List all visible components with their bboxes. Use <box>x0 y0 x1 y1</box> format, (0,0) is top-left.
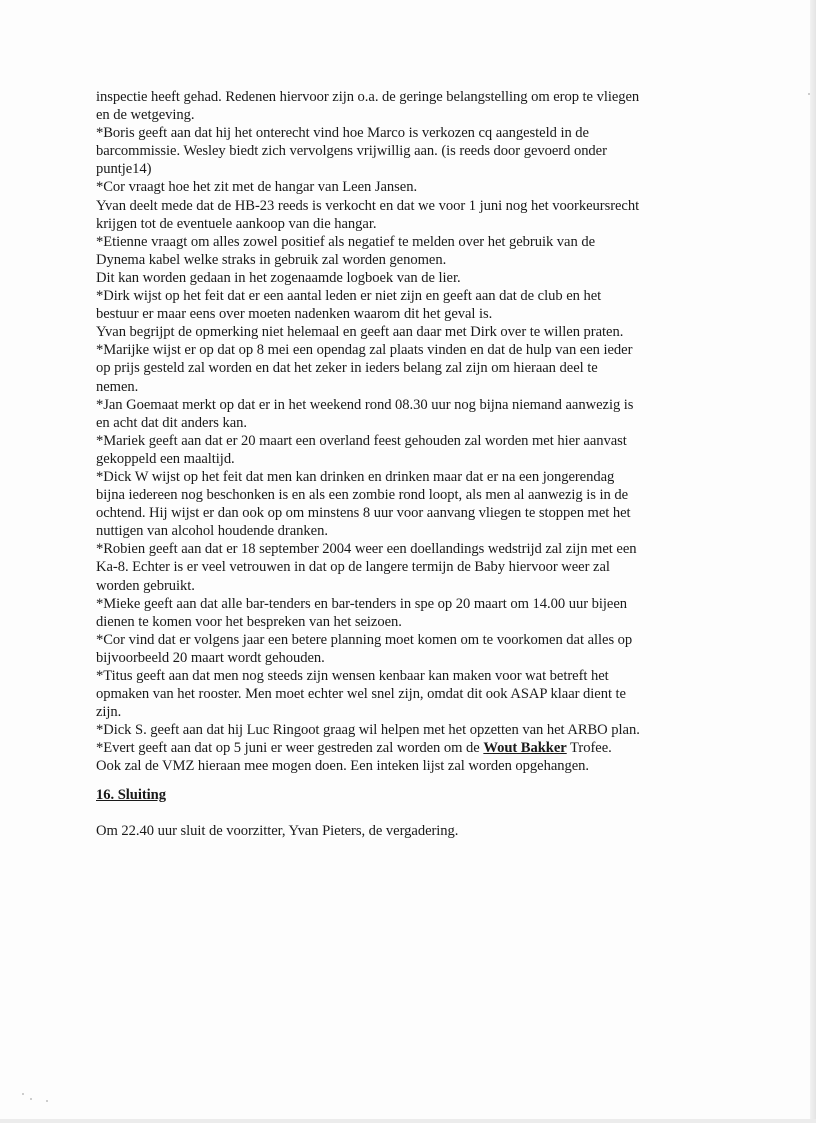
scan-speck <box>30 1098 32 1100</box>
document-body <box>96 88 706 840</box>
text-line: *Robien geeft aan dat er 18 september 2004 weer een doellandings wedstrijd zal zijn met een <box>96 541 637 558</box>
text-line: *Mieke geeft aan dat alle bar-tenders en bar-tenders in spe op 20 maart om 14.00 uur bijeen <box>96 595 627 612</box>
text-line: dienen te komen voor het bespreken van het seizoen. <box>96 613 402 630</box>
section-heading-sluiting: 16. Sluiting <box>96 786 166 803</box>
text-line: opmaken van het rooster. Men moet echter wel snel zijn, omdat dit ook ASAP klaar dient te <box>96 686 626 703</box>
scan-speck <box>22 1093 24 1095</box>
text-line: Yvan begrijpt de opmerking niet helemaal en geeft aan daar met Dirk over te willen praten. <box>96 324 624 341</box>
text-line: krijgen tot de eventuele aankoop van die hangar. <box>96 215 377 232</box>
text-line: *Etienne vraagt om alles zowel positief als negatief te melden over het gebruik van de <box>96 233 596 250</box>
text-line: *Mariek geeft aan dat er 20 maart een overland feest gehouden zal worden met hier aanvast <box>96 432 627 449</box>
text-line: worden gebruikt. <box>96 577 195 594</box>
text-line: en acht dat dit anders kan. <box>96 414 248 431</box>
trophy-name: Wout Bakker <box>483 740 567 757</box>
text-line: *Boris geeft aan dat hij het onterecht vind hoe Marco is verkozen cq aangesteld in de <box>96 125 589 142</box>
closing-line: Om 22.40 uur sluit de voorzitter, Yvan Pieters, de vergadering. <box>96 822 459 839</box>
text-line: Ka-8. Echter is er veel vetrouwen in dat op de langere termijn de Baby hiervoor weer zal <box>96 559 610 576</box>
scan-speck <box>46 1100 48 1102</box>
text-line: *Marijke wijst er op dat op 8 mei een opendag zal plaats vinden en dat de hulp van een ieder <box>96 342 633 359</box>
text-line: *Jan Goemaat merkt op dat er in het weekend rond 08.30 uur nog bijna niemand aanwezig is <box>96 396 634 413</box>
vmz-line: Ook zal de VMZ hieraan mee mogen doen. Een inteken lijst zal worden opgehangen. <box>96 758 590 775</box>
text-line: bijna iedereen nog beschonken is en als een zombie rond loopt, als men al aanwezig is in de <box>96 487 629 504</box>
text-line: inspectie heeft gehad. Redenen hiervoor zijn o.a. de geringe belangstelling om erop te vliegen <box>96 89 640 105</box>
text-line: gekoppeld een maaltijd. <box>96 450 235 467</box>
text-line: *Titus geeft aan dat men nog steeds zijn wensen kenbaar kan maken voor wat betreft het <box>96 668 609 684</box>
text-line: *Cor vind dat er volgens jaar een betere planning moet komen om te voorkomen dat alles op <box>96 631 633 648</box>
text-line: ochtend. Hij wijst er dan ook op om minstens 8 uur voor aanvang vliegen te stoppen met het <box>96 505 631 522</box>
text-line: en de wetgeving. <box>96 107 195 124</box>
text-line: bijvoorbeeld 20 maart wordt gehouden. <box>96 649 325 666</box>
text-line: barcommissie. Wesley biedt zich vervolgens vrijwillig aan. (is reeds door gevoerd onder <box>96 143 607 160</box>
text-line: nemen. <box>96 378 139 395</box>
evert-line <box>96 739 706 757</box>
text-line: Yvan deelt mede dat de HB-23 reeds is verkocht en dat we voor 1 juni nog het voorkeursrecht <box>96 197 640 214</box>
text-line: bestuur er maar eens over moeten nadenken waarom dit het geval is. <box>96 306 493 323</box>
text-line: op prijs gesteld zal worden en dat het zeker in ieders belang zal zijn om hieraan deel te <box>96 360 598 377</box>
scan-edge-right <box>810 0 816 1123</box>
text-line: *Dirk wijst op het feit dat er een aantal leden er niet zijn en geeft aan dat de club en het <box>96 288 602 305</box>
text-line: zijn. <box>96 704 122 721</box>
text-line: nuttigen van alcohol houdende dranken. <box>96 523 328 540</box>
text-line: puntje14) <box>96 161 152 178</box>
text-line: *Dick S. geeft aan dat hij Luc Ringoot graag wil helpen met het opzetten van het ARBO plan. <box>96 722 640 739</box>
text-line: Dynema kabel welke straks in gebruik zal worden genomen. <box>96 251 447 268</box>
evert-line-before: *Evert geeft aan dat op 5 juni er weer gestreden zal worden om de <box>96 740 484 757</box>
text-line: Dit kan worden gedaan in het zogenaamde logboek van de lier. <box>96 269 461 286</box>
text-line: *Dick W wijst op het feit dat men kan drinken en drinken maar dat er na een jongerendag <box>96 468 615 485</box>
text-line: *Cor vraagt hoe het zit met de hangar van Leen Jansen. <box>96 179 418 196</box>
scan-edge-bottom <box>0 1119 816 1123</box>
evert-line-after: Trofee. <box>566 740 612 757</box>
